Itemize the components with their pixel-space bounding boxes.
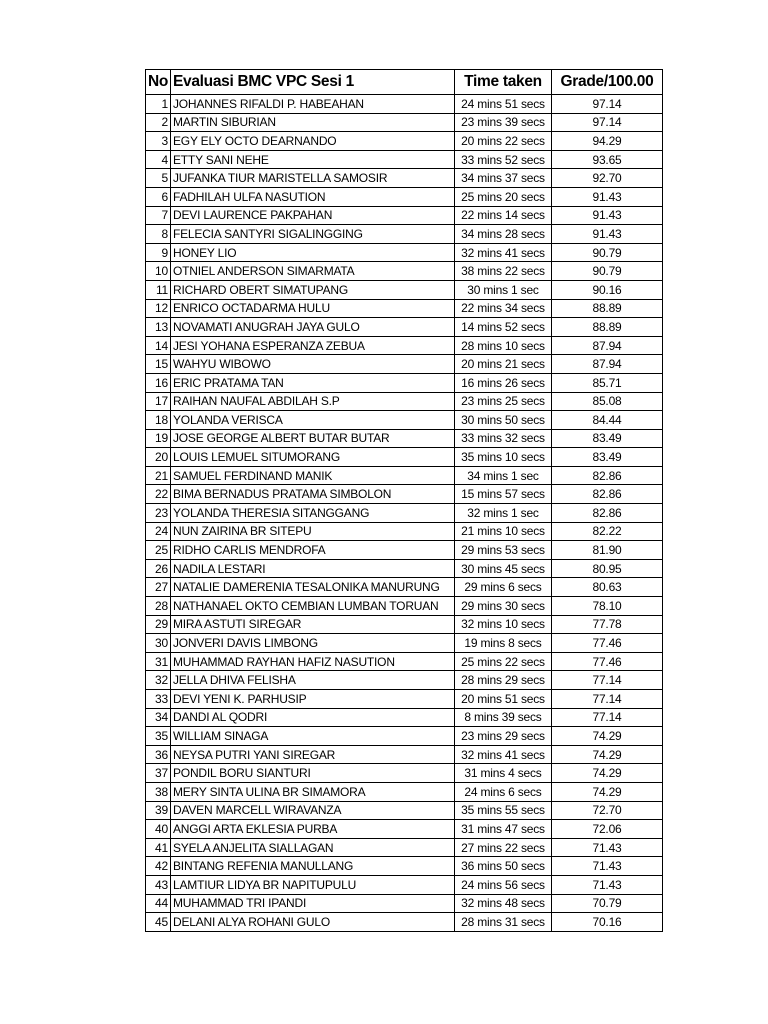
student-name: WAHYU WIBOWO	[171, 355, 455, 374]
student-name: JONVERI DAVIS LIMBONG	[171, 634, 455, 653]
time-taken: 31 mins 47 secs	[455, 820, 552, 839]
row-number: 36	[146, 745, 171, 764]
row-number: 17	[146, 392, 171, 411]
grade-value: 91.43	[552, 225, 663, 244]
row-number: 21	[146, 466, 171, 485]
student-name: FELECIA SANTYRI SIGALINGGING	[171, 225, 455, 244]
grade-value: 82.86	[552, 466, 663, 485]
student-name: MUHAMMAD TRI IPANDI	[171, 894, 455, 913]
row-number: 22	[146, 485, 171, 504]
table-row	[146, 373, 663, 392]
row-number: 13	[146, 318, 171, 337]
row-number: 26	[146, 559, 171, 578]
row-number: 3	[146, 132, 171, 151]
student-name: RICHARD OBERT SIMATUPANG	[171, 280, 455, 299]
time-taken: 28 mins 29 secs	[455, 671, 552, 690]
row-number: 39	[146, 801, 171, 820]
time-taken: 20 mins 21 secs	[455, 355, 552, 374]
header-time-taken: Time taken	[455, 70, 552, 95]
time-taken: 24 mins 6 secs	[455, 782, 552, 801]
grade-value: 78.10	[552, 597, 663, 616]
student-name: EGY ELY OCTO DEARNANDO	[171, 132, 455, 151]
row-number: 41	[146, 838, 171, 857]
time-taken: 27 mins 22 secs	[455, 838, 552, 857]
time-taken: 15 mins 57 secs	[455, 485, 552, 504]
student-name: ENRICO OCTADARMA HULU	[171, 299, 455, 318]
table-row	[146, 318, 663, 337]
table-row	[146, 578, 663, 597]
table-row	[146, 95, 663, 114]
student-name: JOHANNES RIFALDI P. HABEAHAN	[171, 95, 455, 114]
time-taken: 14 mins 52 secs	[455, 318, 552, 337]
time-taken: 35 mins 10 secs	[455, 448, 552, 467]
table-row	[146, 522, 663, 541]
grade-value: 90.79	[552, 262, 663, 281]
table-row	[146, 355, 663, 374]
student-name: NUN ZAIRINA BR SITEPU	[171, 522, 455, 541]
time-taken: 22 mins 14 secs	[455, 206, 552, 225]
row-number: 31	[146, 652, 171, 671]
time-taken: 28 mins 10 secs	[455, 336, 552, 355]
table-row	[146, 411, 663, 430]
grade-value: 83.49	[552, 429, 663, 448]
time-taken: 25 mins 22 secs	[455, 652, 552, 671]
row-number: 18	[146, 411, 171, 430]
student-name: JELLA DHIVA FELISHA	[171, 671, 455, 690]
score-table	[145, 69, 663, 932]
time-taken: 33 mins 52 secs	[455, 150, 552, 169]
student-name: ERIC PRATAMA TAN	[171, 373, 455, 392]
row-number: 11	[146, 280, 171, 299]
row-number: 14	[146, 336, 171, 355]
grade-value: 93.65	[552, 150, 663, 169]
student-name: RAIHAN NAUFAL ABDILAH S.P	[171, 392, 455, 411]
table-row	[146, 504, 663, 523]
time-taken: 36 mins 50 secs	[455, 857, 552, 876]
grade-value: 85.71	[552, 373, 663, 392]
grade-value: 83.49	[552, 448, 663, 467]
grade-value: 77.14	[552, 708, 663, 727]
grade-value: 82.86	[552, 504, 663, 523]
grade-value: 77.14	[552, 690, 663, 709]
table-row	[146, 875, 663, 894]
student-name: NEYSA PUTRI YANI SIREGAR	[171, 745, 455, 764]
row-number: 8	[146, 225, 171, 244]
table-row	[146, 206, 663, 225]
time-taken: 29 mins 6 secs	[455, 578, 552, 597]
grade-value: 74.29	[552, 764, 663, 783]
row-number: 7	[146, 206, 171, 225]
table-row	[146, 913, 663, 932]
table-row	[146, 671, 663, 690]
time-taken: 38 mins 22 secs	[455, 262, 552, 281]
table-row	[146, 336, 663, 355]
row-number: 44	[146, 894, 171, 913]
time-taken: 32 mins 41 secs	[455, 745, 552, 764]
grade-value: 72.06	[552, 820, 663, 839]
student-name: NATHANAEL OKTO CEMBIAN LUMBAN TORUAN	[171, 597, 455, 616]
grade-value: 84.44	[552, 411, 663, 430]
student-name: SAMUEL FERDINAND MANIK	[171, 466, 455, 485]
student-name: DEVI YENI K. PARHUSIP	[171, 690, 455, 709]
table-row	[146, 820, 663, 839]
table-row	[146, 652, 663, 671]
student-name: LOUIS LEMUEL SITUMORANG	[171, 448, 455, 467]
grade-value: 70.79	[552, 894, 663, 913]
time-taken: 21 mins 10 secs	[455, 522, 552, 541]
table-row	[146, 280, 663, 299]
grade-value: 88.89	[552, 318, 663, 337]
grade-value: 71.43	[552, 838, 663, 857]
table-row	[146, 782, 663, 801]
grade-value: 92.70	[552, 169, 663, 188]
grade-value: 80.63	[552, 578, 663, 597]
time-taken: 35 mins 55 secs	[455, 801, 552, 820]
table-row	[146, 392, 663, 411]
row-number: 42	[146, 857, 171, 876]
header-grade: Grade/100.00	[552, 70, 663, 95]
time-taken: 32 mins 48 secs	[455, 894, 552, 913]
row-number: 1	[146, 95, 171, 114]
row-number: 30	[146, 634, 171, 653]
grade-value: 74.29	[552, 782, 663, 801]
time-taken: 29 mins 30 secs	[455, 597, 552, 616]
row-number: 24	[146, 522, 171, 541]
table-row	[146, 485, 663, 504]
table-row	[146, 225, 663, 244]
row-number: 23	[146, 504, 171, 523]
table-row	[146, 448, 663, 467]
student-name: WILLIAM SINAGA	[171, 727, 455, 746]
header-no: No	[146, 70, 171, 95]
time-taken: 24 mins 51 secs	[455, 95, 552, 114]
grade-value: 90.79	[552, 243, 663, 262]
grade-value: 77.46	[552, 634, 663, 653]
table-row	[146, 764, 663, 783]
table-row	[146, 187, 663, 206]
grade-value: 72.70	[552, 801, 663, 820]
student-name: NADILA LESTARI	[171, 559, 455, 578]
row-number: 32	[146, 671, 171, 690]
student-name: ETTY SANI NEHE	[171, 150, 455, 169]
table-row	[146, 801, 663, 820]
time-taken: 22 mins 34 secs	[455, 299, 552, 318]
table-row	[146, 429, 663, 448]
time-taken: 25 mins 20 secs	[455, 187, 552, 206]
grade-value: 81.90	[552, 541, 663, 560]
table-row	[146, 150, 663, 169]
student-name: JUFANKA TIUR MARISTELLA SAMOSIR	[171, 169, 455, 188]
row-number: 43	[146, 875, 171, 894]
time-taken: 20 mins 51 secs	[455, 690, 552, 709]
grade-value: 94.29	[552, 132, 663, 151]
grade-value: 80.95	[552, 559, 663, 578]
student-name: DELANI ALYA ROHANI GULO	[171, 913, 455, 932]
student-name: BIMA BERNADUS PRATAMA SIMBOLON	[171, 485, 455, 504]
student-name: PONDIL BORU SIANTURI	[171, 764, 455, 783]
table-row	[146, 132, 663, 151]
header-title: Evaluasi BMC VPC Sesi 1	[171, 70, 455, 95]
grade-value: 85.08	[552, 392, 663, 411]
row-number: 25	[146, 541, 171, 560]
row-number: 29	[146, 615, 171, 634]
row-number: 19	[146, 429, 171, 448]
time-taken: 32 mins 10 secs	[455, 615, 552, 634]
grade-value: 91.43	[552, 206, 663, 225]
time-taken: 24 mins 56 secs	[455, 875, 552, 894]
time-taken: 28 mins 31 secs	[455, 913, 552, 932]
student-name: FADHILAH ULFA NASUTION	[171, 187, 455, 206]
grade-value: 88.89	[552, 299, 663, 318]
row-number: 16	[146, 373, 171, 392]
table-row	[146, 838, 663, 857]
time-taken: 33 mins 32 secs	[455, 429, 552, 448]
row-number: 45	[146, 913, 171, 932]
student-name: YOLANDA VERISCA	[171, 411, 455, 430]
grade-value: 97.14	[552, 95, 663, 114]
row-number: 28	[146, 597, 171, 616]
grade-value: 77.78	[552, 615, 663, 634]
table-row	[146, 597, 663, 616]
table-row	[146, 727, 663, 746]
student-name: NATALIE DAMERENIA TESALONIKA MANURUNG	[171, 578, 455, 597]
time-taken: 31 mins 4 secs	[455, 764, 552, 783]
row-number: 5	[146, 169, 171, 188]
time-taken: 16 mins 26 secs	[455, 373, 552, 392]
table-row	[146, 262, 663, 281]
student-name: ANGGI ARTA EKLESIA PURBA	[171, 820, 455, 839]
table-row	[146, 857, 663, 876]
student-name: MERY SINTA ULINA BR SIMAMORA	[171, 782, 455, 801]
table-row	[146, 708, 663, 727]
time-taken: 30 mins 50 secs	[455, 411, 552, 430]
row-number: 15	[146, 355, 171, 374]
time-taken: 23 mins 29 secs	[455, 727, 552, 746]
grade-value: 77.14	[552, 671, 663, 690]
row-number: 10	[146, 262, 171, 281]
time-taken: 32 mins 41 secs	[455, 243, 552, 262]
row-number: 37	[146, 764, 171, 783]
student-name: OTNIEL ANDERSON SIMARMATA	[171, 262, 455, 281]
student-name: MUHAMMAD RAYHAN HAFIZ NASUTION	[171, 652, 455, 671]
student-name: HONEY LIO	[171, 243, 455, 262]
student-name: DAVEN MARCELL WIRAVANZA	[171, 801, 455, 820]
row-number: 35	[146, 727, 171, 746]
table-row	[146, 894, 663, 913]
student-name: JOSE GEORGE ALBERT BUTAR BUTAR	[171, 429, 455, 448]
student-name: SYELA ANJELITA SIALLAGAN	[171, 838, 455, 857]
grade-value: 77.46	[552, 652, 663, 671]
table-body	[146, 95, 663, 932]
row-number: 38	[146, 782, 171, 801]
table-row	[146, 113, 663, 132]
time-taken: 34 mins 28 secs	[455, 225, 552, 244]
time-taken: 34 mins 1 sec	[455, 466, 552, 485]
row-number: 20	[146, 448, 171, 467]
row-number: 9	[146, 243, 171, 262]
table-row	[146, 634, 663, 653]
row-number: 27	[146, 578, 171, 597]
student-name: RIDHO CARLIS MENDROFA	[171, 541, 455, 560]
student-name: YOLANDA THERESIA SITANGGANG	[171, 504, 455, 523]
student-name: JESI YOHANA ESPERANZA ZEBUA	[171, 336, 455, 355]
student-name: DEVI LAURENCE PAKPAHAN	[171, 206, 455, 225]
time-taken: 32 mins 1 sec	[455, 504, 552, 523]
table-row	[146, 745, 663, 764]
grade-value: 82.22	[552, 522, 663, 541]
row-number: 40	[146, 820, 171, 839]
grade-value: 97.14	[552, 113, 663, 132]
grade-value: 87.94	[552, 355, 663, 374]
time-taken: 23 mins 39 secs	[455, 113, 552, 132]
time-taken: 34 mins 37 secs	[455, 169, 552, 188]
table-row	[146, 299, 663, 318]
table-row	[146, 559, 663, 578]
student-name: BINTANG REFENIA MANULLANG	[171, 857, 455, 876]
table-row	[146, 690, 663, 709]
table-row	[146, 615, 663, 634]
grade-value: 82.86	[552, 485, 663, 504]
student-name: LAMTIUR LIDYA BR NAPITUPULU	[171, 875, 455, 894]
table-row	[146, 541, 663, 560]
grade-value: 91.43	[552, 187, 663, 206]
table-row	[146, 466, 663, 485]
time-taken: 20 mins 22 secs	[455, 132, 552, 151]
row-number: 34	[146, 708, 171, 727]
table-header	[146, 70, 663, 95]
time-taken: 29 mins 53 secs	[455, 541, 552, 560]
grade-value: 74.29	[552, 727, 663, 746]
row-number: 4	[146, 150, 171, 169]
table-row	[146, 169, 663, 188]
grade-value: 71.43	[552, 857, 663, 876]
time-taken: 30 mins 45 secs	[455, 559, 552, 578]
table-row	[146, 243, 663, 262]
time-taken: 30 mins 1 sec	[455, 280, 552, 299]
time-taken: 8 mins 39 secs	[455, 708, 552, 727]
grade-value: 87.94	[552, 336, 663, 355]
header-row	[146, 70, 663, 95]
row-number: 6	[146, 187, 171, 206]
grade-value: 70.16	[552, 913, 663, 932]
row-number: 12	[146, 299, 171, 318]
student-name: MIRA ASTUTI SIREGAR	[171, 615, 455, 634]
time-taken: 19 mins 8 secs	[455, 634, 552, 653]
row-number: 33	[146, 690, 171, 709]
student-name: NOVAMATI ANUGRAH JAYA GULO	[171, 318, 455, 337]
student-name: MARTIN SIBURIAN	[171, 113, 455, 132]
time-taken: 23 mins 25 secs	[455, 392, 552, 411]
grade-value: 74.29	[552, 745, 663, 764]
grade-value: 71.43	[552, 875, 663, 894]
student-name: DANDI AL QODRI	[171, 708, 455, 727]
row-number: 2	[146, 113, 171, 132]
grade-value: 90.16	[552, 280, 663, 299]
